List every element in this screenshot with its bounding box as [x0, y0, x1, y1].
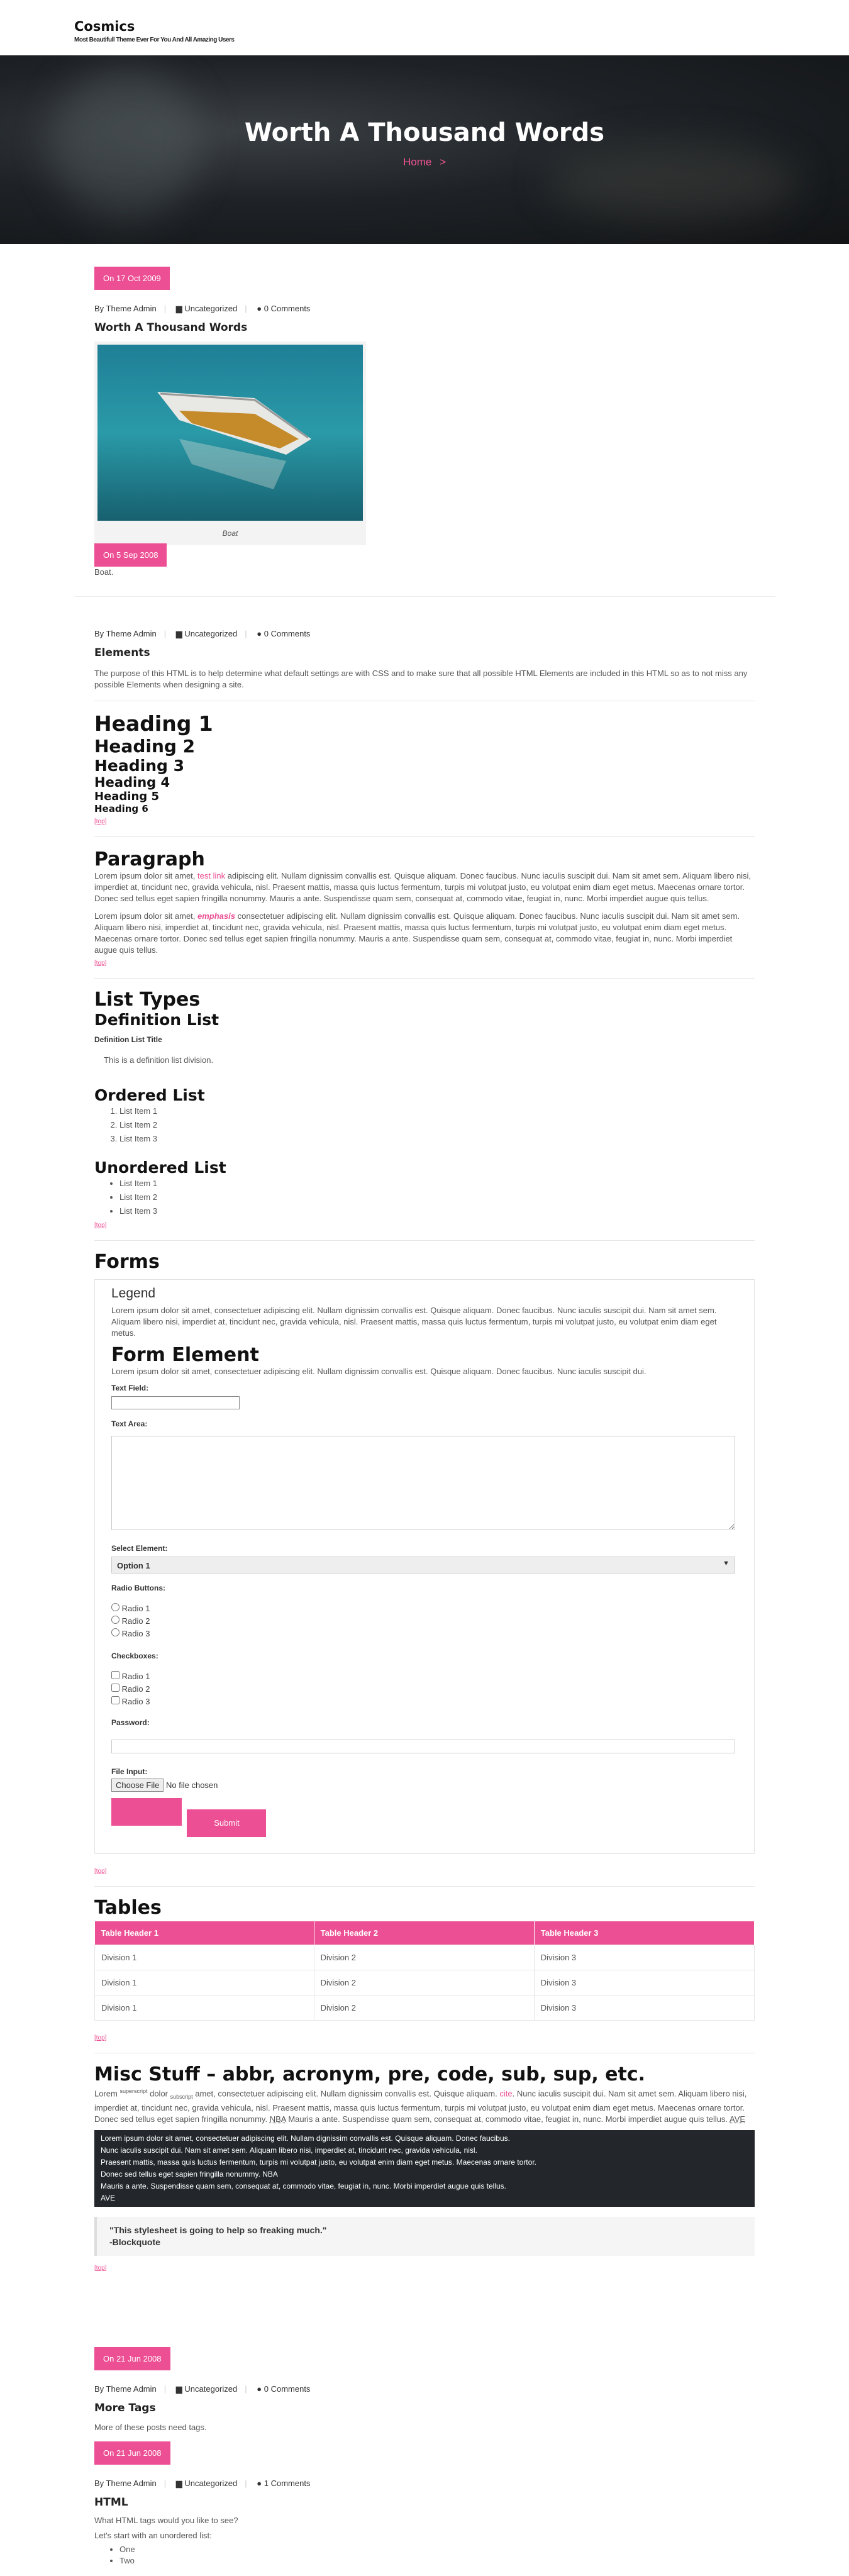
site-tagline: Most Beautifull Theme Ever For You And All Amazing Users — [74, 36, 235, 43]
image-figure — [94, 341, 366, 545]
pre-block: Lorem ipsum dolor sit amet, consectetuer adipiscing elit. Nullam dignissim convallis est. Quisque aliquam. Donec faucibus. Nunc iaculis suscipit dui. Nam sit amet sem. Aliquam libero nisi, imperdiet at, tincidunt nec, gravida vehicula, nisl. Praesent mattis, massa quis luctus fermentum, turpis mi volutpat justo, eu volutpat enim diam eget metus. Maecenas ornare tortor. Donec sed tellus eget sapien fringilla nonummy. NBA Mauris a ante. Suspendisse quam sem, consequat at, commodo vitae, feugiat in, nunc. Morbi imperdiet augue quis tellus. AVE — [94, 2130, 755, 2207]
post-4 — [94, 2441, 755, 2567]
heading-3: Heading 3 — [94, 757, 185, 775]
heading-6: Heading 6 — [94, 803, 148, 814]
post-author[interactable]: By Theme Admin — [94, 2479, 157, 2488]
folder-icon: ▆ — [175, 304, 182, 313]
select-element[interactable]: Option 1 ▼ — [111, 1557, 735, 1574]
text-area[interactable] — [111, 1436, 735, 1530]
top-link[interactable]: [top] — [94, 960, 107, 967]
definition-title: Definition List Title — [94, 1035, 162, 1044]
heading-1: Heading 1 — [94, 711, 213, 736]
ordered-list-heading: Ordered List — [94, 1086, 205, 1104]
hero-title: Worth A Thousand Words — [244, 118, 605, 147]
folder-icon: ▆ — [175, 2384, 182, 2394]
post-line-1: What HTML tags would you like to see? — [94, 2516, 238, 2525]
post-meta: By Theme Admin | ▆ Uncategorized | ● 0 Comments — [94, 629, 311, 638]
list-item: • Two — [119, 2555, 755, 2567]
comment-icon: ● — [257, 2479, 262, 2488]
legend-text: Lorem ipsum dolor sit amet, consectetuer adipiscing elit. Nullam dignissim convallis est. Quisque aliquam. Donec faucibus. Nunc iaculis suscipit dui. Nam sit amet sem. Aliquam libero nisi, imperdiet at, tincidunt nec, gravida vehicula, nisl. Praesent mattis, massa quis luctus fermentum, turpis mi volutpat justo, eu volutpat enim diam eget metus. — [111, 1306, 717, 1338]
heading-2: Heading 2 — [94, 736, 196, 757]
misc-paragraph: Lorem $^{superscript}$ dolor $_{subscript}$ amet, consectetuer adipiscing elit. Nullam dignissim convallis est. Quisque aliquam. cite. Nunc iaculis suscipit dui. Nam sit amet sem. Aliquam libero nisi, imperdiet at, tincidunt nec, gravida vehicula, nisl. Praesent mattis, massa quis luctus fermentum, turpis mi volutpat justo, eu volutpat enim diam eget metus. Maecenas ornare tortor. Donec sed tellus eget sapien fringilla nonummy. NBA Mauris a ante. Suspendisse quam sem, consequat at, commodo vitae, feugiat in, nunc. Morbi imperdiet augue quis tellus. AVE — [94, 2088, 747, 2124]
checkbox-label: Checkboxes: — [111, 1652, 158, 1660]
misc-heading: Misc Stuff – abbr, acronym, pre, code, sub, sup, etc. — [94, 2063, 646, 2085]
list-item: 1. List Item 1 — [119, 1104, 755, 1118]
submit-button[interactable]: Submit — [187, 1809, 266, 1837]
ordered-list — [119, 1104, 755, 1146]
text-field[interactable] — [111, 1396, 240, 1409]
post-3 — [94, 2347, 755, 2433]
top-link[interactable]: [top] — [94, 2264, 107, 2272]
post-intro: The purpose of this HTML is to help determine what default settings are with CSS and to make sure that all possible HTML Elements are included in this HTML so as to not miss any possible Elements when designing a site. — [94, 669, 748, 689]
table-header: Table Header 3 — [534, 1921, 754, 1945]
unordered-list — [119, 1177, 755, 1218]
post-meta: By Theme Admin | ▆ Uncategorized | ● 1 Comments — [94, 2479, 311, 2488]
table-row: Division 1 Division 2 Division 3 — [95, 1970, 755, 1996]
list-item: 3. List Item 3 — [119, 1132, 755, 1146]
choose-file-button[interactable]: Choose File — [111, 1779, 164, 1792]
unordered-list-heading: Unordered List — [94, 1158, 226, 1177]
radio-group: Radio 1 Radio 2 Radio 3 — [111, 1602, 738, 1640]
top-link[interactable]: [top] — [94, 1868, 107, 1875]
top-link[interactable]: [top] — [94, 1222, 107, 1229]
post-1 — [94, 267, 755, 577]
text-field-label: Text Field: — [111, 1384, 149, 1392]
image-caption: Boat — [222, 529, 238, 538]
file-input-label: File Input: — [111, 1767, 148, 1776]
text-area-label: Text Area: — [111, 1419, 148, 1428]
radio-2[interactable] — [111, 1616, 119, 1624]
post-title[interactable]: More Tags — [94, 2402, 156, 2414]
forms-heading: Forms — [94, 1251, 160, 1273]
list-item: • One — [119, 2544, 755, 2555]
folder-icon: ▆ — [175, 629, 182, 638]
comment-icon: ● — [257, 2384, 262, 2394]
heading-4: Heading 4 — [94, 775, 170, 790]
post-2-date-badge: On 5 Sep 2008 — [94, 543, 167, 567]
post-body: Boat. — [94, 567, 114, 577]
radio-label: Radio Buttons: — [111, 1584, 165, 1592]
reset-button[interactable] — [111, 1798, 182, 1826]
hero-banner — [0, 55, 849, 244]
post-comments[interactable]: 0 Comments — [264, 304, 311, 313]
file-input — [111, 1779, 738, 1792]
post-category[interactable]: Uncategorized — [184, 2479, 238, 2488]
tables-heading: Tables — [94, 1897, 162, 1919]
radio-1[interactable] — [111, 1603, 119, 1611]
list-types-heading: List Types — [94, 989, 201, 1011]
site-header — [0, 0, 849, 55]
paragraph-2: Lorem ipsum dolor sit amet, emphasis consectetuer adipiscing elit. Nullam dignissim convallis est. Quisque aliquam. Donec faucibus. Nunc iaculis suscipit dui. Nam sit amet sem. Aliquam libero nisi, imperdiet at, tincidunt nec, gravida vehicula, nisl. Praesent mattis, massa quis luctus fermentum, turpis mi volutpat justo, eu volutpat enim diam eget metus. Maecenas ornare tortor. Donec sed tellus eget sapien fringilla nonummy. Mauris a ante. Suspendisse quam sem, consequat at, commodo vitae, feugiat in, nunc. Morbi imperdiet augue quis tellus. — [94, 911, 740, 955]
checkbox-2[interactable] — [111, 1684, 119, 1692]
post-meta: By Theme Admin | ▆ Uncategorized | ● 0 Comments — [94, 304, 311, 313]
site-title[interactable]: Cosmics — [74, 19, 135, 34]
blockquote: "This stylesheet is going to help so freaking much." -Blockquote — [94, 2217, 755, 2256]
post-comments[interactable]: 0 Comments — [264, 629, 311, 638]
post-category[interactable]: Uncategorized — [184, 2384, 238, 2394]
definition-list-heading: Definition List — [94, 1011, 219, 1029]
folder-icon: ▆ — [175, 2479, 182, 2488]
unordered-list — [119, 2544, 755, 2567]
table-row: Division 1 Division 2 Division 3 — [95, 1996, 755, 2021]
password-label: Password: — [111, 1718, 150, 1727]
top-link[interactable]: [top] — [94, 818, 107, 825]
breadcrumb-separator: > — [440, 156, 447, 168]
post-author[interactable]: By Theme Admin — [94, 2384, 157, 2394]
test-link[interactable]: test link — [197, 871, 226, 880]
list-item: • List Item 1 — [119, 1177, 755, 1191]
boat-image[interactable] — [97, 345, 363, 521]
checkbox-1[interactable] — [111, 1671, 119, 1679]
paragraph-1: Lorem ipsum dolor sit amet, test link adipiscing elit. Nullam dignissim convallis est. Quisque aliquam. Donec faucibus. Nunc iaculis suscipit dui. Nam sit amet sem. Aliquam libero nisi, imperdiet at, tincidunt nec, gravida vehicula, nisl. Praesent mattis, massa quis luctus fermentum, turpis mi volutpat justo, eu volutpat enim diam eget metus. Maecenas ornare tortor. Donec sed tellus eget sapien fringilla nonummy. Mauris a ante. Suspendisse quam sem, consequat at, commodo vitae, feugiat in, nunc. Morbi imperdiet augue quis tellus. — [94, 871, 752, 903]
post-line-2: Let's start with an unordered list: — [94, 2531, 212, 2540]
paragraph-heading: Paragraph — [94, 848, 205, 870]
breadcrumb — [0, 156, 849, 169]
post-title[interactable]: Elements — [94, 647, 150, 659]
form-legend: Legend — [111, 1286, 156, 1301]
post-title[interactable]: HTML — [94, 2496, 128, 2509]
post-date-badge: On 21 Jun 2008 — [94, 2347, 170, 2370]
checkbox-3[interactable] — [111, 1696, 119, 1704]
table-header: Table Header 2 — [314, 1921, 534, 1945]
password-field[interactable] — [111, 1740, 735, 1753]
form-element-heading: Form Element — [111, 1344, 259, 1366]
post-meta: By Theme Admin | ▆ Uncategorized | ● 0 Comments — [94, 2384, 311, 2394]
heading-5: Heading 5 — [94, 790, 159, 803]
file-status: No file chosen — [166, 1780, 218, 1790]
post-title[interactable]: Worth A Thousand Words — [94, 321, 248, 334]
post-2 — [94, 629, 755, 2273]
post-date-badge: On 17 Oct 2009 — [94, 267, 170, 290]
comment-icon: ● — [257, 629, 262, 638]
list-item: 2. List Item 2 — [119, 1118, 755, 1132]
table-header: Table Header 1 — [95, 1921, 314, 1945]
checkbox-group: Radio 1 Radio 2 Radio 3 — [111, 1670, 738, 1708]
list-item: • List Item 2 — [119, 1191, 755, 1204]
post-comments[interactable]: 0 Comments — [264, 2384, 311, 2394]
data-table — [94, 1921, 755, 2021]
chevron-down-icon: ▼ — [723, 1560, 730, 1567]
breadcrumb-home[interactable]: Home — [402, 156, 432, 168]
top-link[interactable]: [top] — [94, 2035, 107, 2041]
table-row: Division 1 Division 2 Division 3 — [95, 1945, 755, 1970]
radio-3[interactable] — [111, 1628, 119, 1636]
post-category[interactable]: Uncategorized — [184, 304, 238, 313]
comment-icon: ● — [257, 304, 262, 313]
post-category[interactable]: Uncategorized — [184, 629, 238, 638]
post-date-badge: On 21 Jun 2008 — [94, 2441, 170, 2465]
form-buttons — [111, 1798, 738, 1837]
emphasis-text: emphasis — [197, 911, 235, 921]
form-fieldset — [94, 1279, 755, 1854]
post-author[interactable]: By Theme Admin — [94, 629, 157, 638]
post-comments[interactable]: 1 Comments — [264, 2479, 311, 2488]
form-element-text: Lorem ipsum dolor sit amet, consectetuer adipiscing elit. Nullam dignissim convallis est. Quisque aliquam. Donec faucibus. Nunc iaculis suscipit dui. — [111, 1367, 646, 1376]
list-item: • List Item 3 — [119, 1204, 755, 1218]
post-body: More of these posts need tags. — [94, 2423, 207, 2432]
post-author[interactable]: By Theme Admin — [94, 304, 157, 313]
definition-description: This is a definition list division. — [104, 1055, 214, 1065]
select-label: Select Element: — [111, 1544, 168, 1553]
